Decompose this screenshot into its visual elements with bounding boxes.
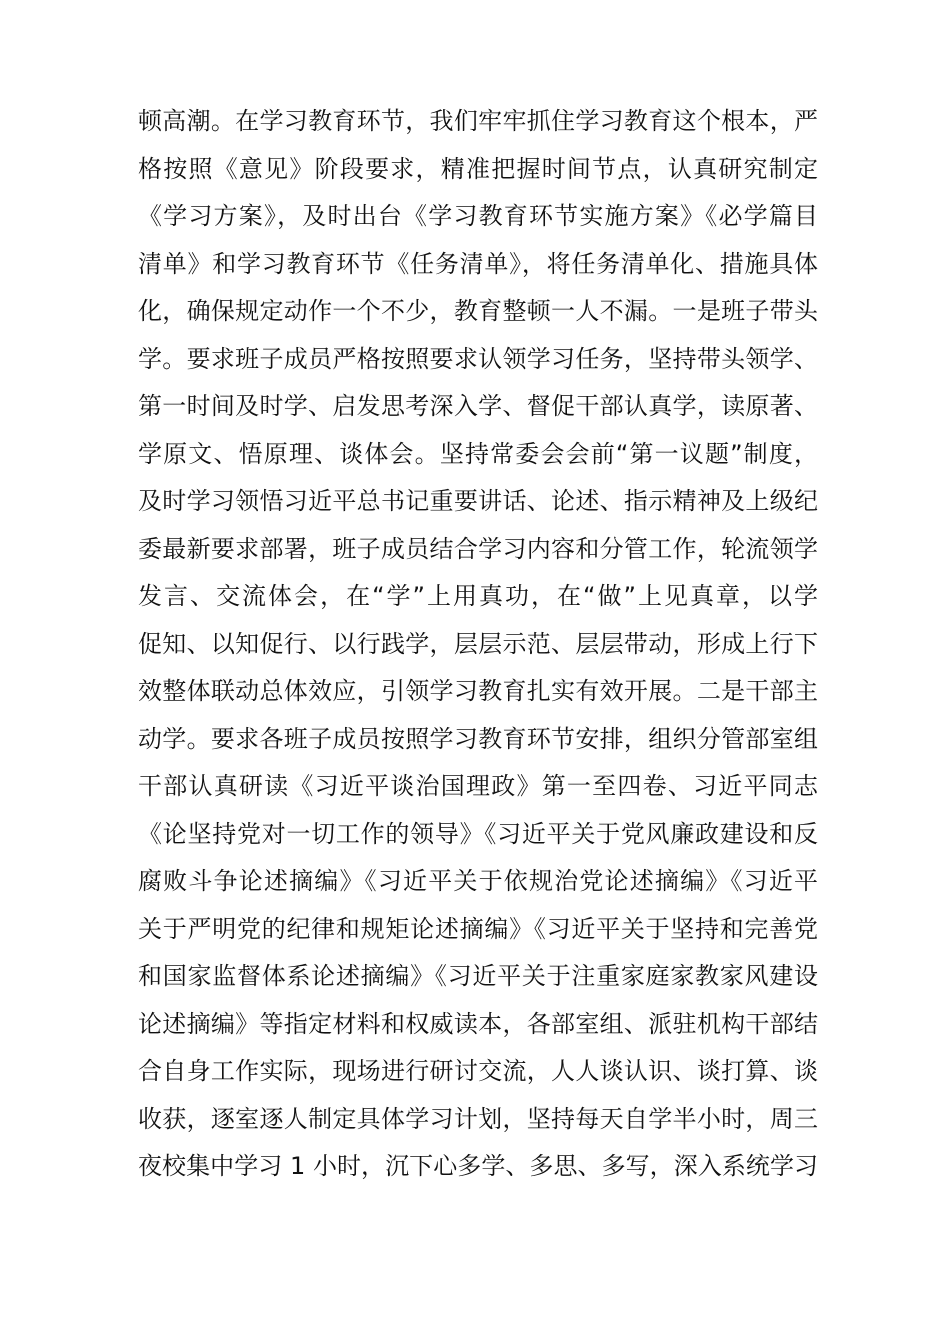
text-line: 《学习方案》，及时出台《学习教育环节实施方案》《必学篇目 — [138, 202, 818, 230]
text-line: 学原文、悟原理、谈体会。坚持常委会会前“第一议题”制度， — [138, 439, 818, 468]
text-line: 促知、以知促行、以行践学，层层示范、层层带动，形成上行下 — [138, 629, 818, 658]
text-line: 关于严明党的纪律和规矩论述摘编》《习近平关于坚持和完善党 — [138, 914, 818, 943]
text-line: 合自身工作实际，现场进行研讨交流，人人谈认识、谈打算、谈 — [138, 1057, 818, 1085]
body-paragraph — [138, 98, 818, 1191]
text-line: 夜校集中学习 1 小时，沉下心多学、多思、多写，深入系统学习 — [138, 1152, 818, 1180]
text-line: 第一时间及时学、启发思考深入学、督促干部认真学，读原著、 — [138, 392, 818, 420]
text-line: 和国家监督体系论述摘编》《习近平关于注重家庭家教家风建设 — [138, 962, 818, 990]
text-line: 论述摘编》等指定材料和权威读本，各部室组、派驻机构干部结 — [138, 1009, 818, 1038]
text-line: 《论坚持党对一切工作的领导》《习近平关于党风廉政建设和反 — [138, 819, 818, 848]
text-line: 效整体联动总体效应，引领学习教育扎实有效开展。二是干部主 — [138, 677, 818, 705]
text-line: 发言、交流体会，在“学”上用真功，在“做”上见真章，以学 — [138, 582, 818, 610]
text-line: 格按照《意见》阶段要求，精准把握时间节点，认真研究制定 — [138, 154, 818, 183]
text-line: 动学。要求各班子成员按照学习教育环节安排，组织分管部室组 — [138, 724, 818, 753]
text-line: 委最新要求部署，班子成员结合学习内容和分管工作，轮流领学 — [138, 534, 818, 563]
text-line: 干部认真研读《习近平谈治国理政》第一至四卷、习近平同志 — [138, 772, 818, 800]
text-line: 顿高潮。在学习教育环节，我们牢牢抓住学习教育这个根本，严 — [138, 107, 818, 135]
text-line: 学。要求班子成员严格按照要求认领学习任务，坚持带头领学、 — [138, 344, 818, 373]
text-line: 收获，逐室逐人制定具体学习计划，坚持每天自学半小时，周三 — [138, 1104, 818, 1133]
text-line: 及时学习领悟习近平总书记重要讲话、论述、指示精神及上级纪 — [138, 487, 818, 515]
text-line: 化，确保规定动作一个不少，教育整顿一人不漏。一是班子带头 — [138, 297, 818, 325]
text-line: 腐败斗争论述摘编》《习近平关于依规治党论述摘编》《习近平 — [138, 867, 818, 895]
text-line: 清单》和学习教育环节《任务清单》，将任务清单化、措施具体 — [138, 249, 818, 278]
